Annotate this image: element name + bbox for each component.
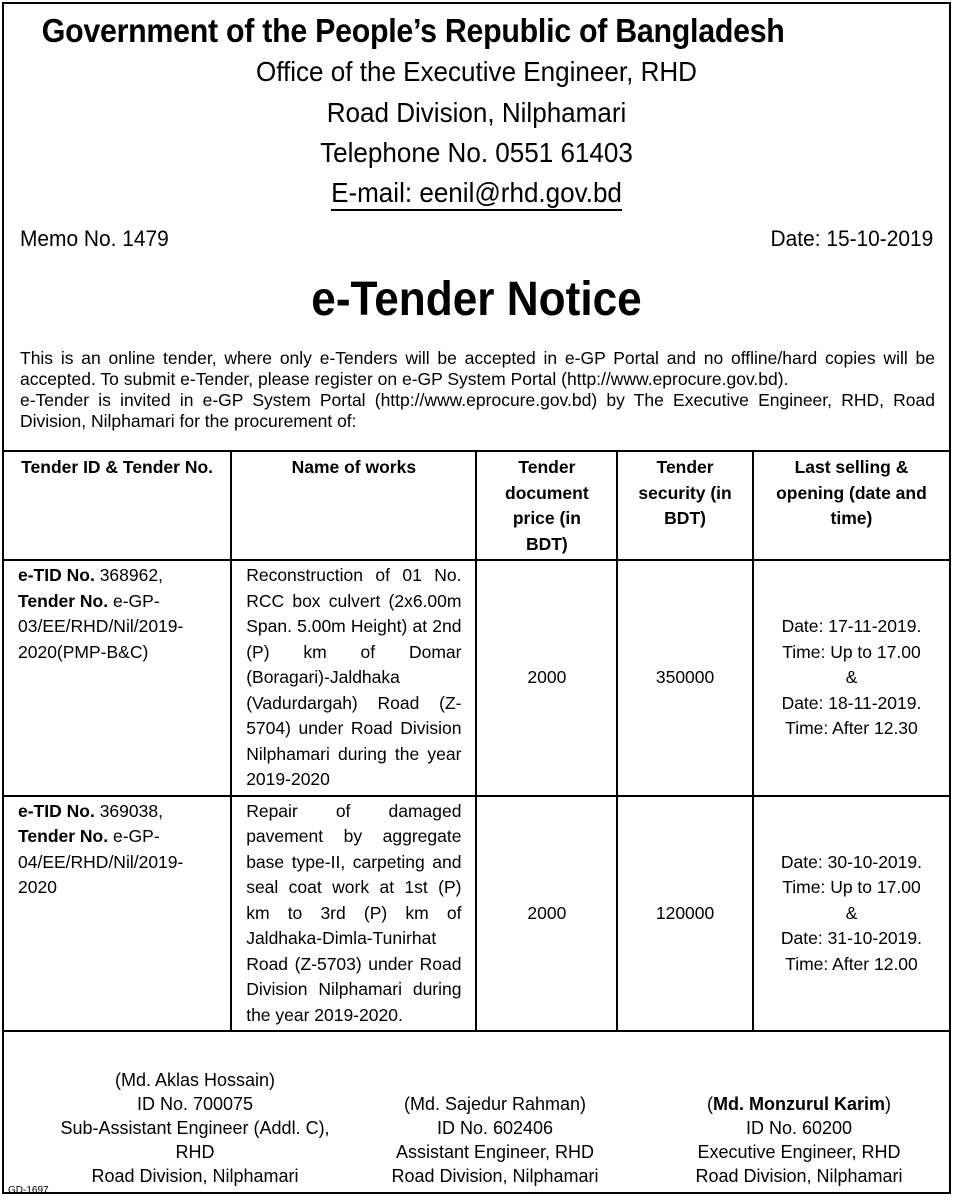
header-name-of-works: Name of works [231, 451, 476, 560]
tender-id-cell [3, 796, 231, 1032]
selling-time: Time: Up to 17.00 [782, 877, 921, 897]
document-price-cell: 2000 [476, 560, 617, 796]
tid-value: 369038, [99, 800, 163, 821]
ampersand: & [845, 902, 858, 923]
signatory-designation: Executive Engineer, RHD [697, 1142, 901, 1162]
footer-code: GD-1697 [8, 1185, 49, 1196]
selling-date: Date: 30-10-2019. [780, 851, 922, 872]
memo-number: Memo No. 1479 [20, 226, 169, 251]
tender-security-cell: 350000 [617, 560, 753, 796]
tid-label: e-TID No. [18, 800, 95, 821]
table-header-row [3, 451, 950, 560]
notice-date: Date: 15-10-2019 [770, 226, 933, 251]
header-tender-security: Tender security (in BDT) [617, 451, 753, 560]
telephone: Telephone No. 0551 61403 [320, 137, 633, 168]
signatory-id: ID No. 60200 [745, 1118, 853, 1138]
signatory-office: Road Division, Nilphamari [391, 1166, 599, 1186]
signatory-name: (Md. Sajedur Rahman) [403, 1094, 587, 1114]
signatory-designation: Assistant Engineer, RHD [395, 1142, 595, 1162]
intro-paragraph-2: e-Tender is invited in e-GP System Portal (http://www.eprocure.gov.bd) by The Executive Engineer, RHD, Road Division, Nilphamari for the procurement of: [20, 390, 935, 431]
signatory-id: ID No. 700075 [136, 1094, 254, 1114]
tender-no-value: e-GP-03/EE/RHD/Nil/2019-2020(PMP-B&C) [18, 590, 184, 662]
intro-text [20, 348, 935, 432]
tender-security-cell: 120000 [617, 796, 753, 1032]
works-cell: Repair of damaged pavement by aggregate base type-II, carpeting and seal coat work at 1st (P) km to 3rd (P) km of Jaldhaka-Dimla-Tunirhat Road (Z-5703) under Road Division Nilphamari during the year 2019-2020. [231, 796, 476, 1032]
intro-paragraph-1: This is an online tender, where only e-Tenders will be accepted in e-GP Portal and no offline/hard copies will be accepted. To submit e-Tender, please register on e-GP System Portal (http://www.eprocure.gov.bd). [20, 348, 935, 389]
signatory-org: RHD [175, 1142, 215, 1162]
opening-time: Time: After 12.00 [785, 953, 918, 974]
opening-date: Date: 31-10-2019. [780, 928, 922, 948]
signatory-office: Road Division, Nilphamari [91, 1166, 299, 1186]
office-name: Office of the Executive Engineer, RHD [256, 56, 697, 87]
tender-no-value: e-GP-04/EE/RHD/Nil/2019-2020 [18, 826, 184, 897]
opening-time: Time: After 12.30 [785, 718, 918, 738]
opening-date: Date: 18-11-2019. [781, 692, 922, 713]
works-cell: Reconstruction of 01 No. RCC box culvert (2x6.00m Span. 5.00m Height) at 2nd (P) km of Domar (Boragari)-Jaldhaka (Vadurdargah) Road (Z-5704) under Road Division Nilphamari during the year 2019-2020 [231, 560, 476, 796]
header-selling-opening: Last selling & opening (date and time) [753, 451, 950, 560]
tender-no-label: Tender No. [18, 590, 109, 611]
selling-date: Date: 17-11-2019. [781, 616, 922, 636]
tender-id-cell [3, 560, 231, 796]
table-row [3, 796, 950, 1032]
signatory-name: (Md. Aklas Hossain) [114, 1070, 276, 1090]
schedule-cell [753, 796, 950, 1032]
document-price-cell: 2000 [476, 796, 617, 1032]
notice-title: e-Tender Notice [311, 273, 642, 326]
signatory-assistant-engineer [370, 1092, 620, 1188]
signatory-office: Road Division, Nilphamari [695, 1166, 903, 1186]
email-line [37, 177, 916, 211]
signatory-designation: Sub-Assistant Engineer (Addl. C), [60, 1118, 330, 1138]
division-name: Road Division, Nilphamari [326, 97, 627, 128]
tender-notice-page [2, 2, 951, 1194]
email-label: E-mail: [331, 177, 413, 208]
schedule-cell [753, 560, 950, 796]
ampersand: & [845, 667, 858, 687]
tid-value: 368962, [99, 565, 163, 585]
header-document-price: Tender document price (in BDT) [476, 451, 617, 560]
signatory-name: (Md. Monzurul Karim) [707, 1094, 891, 1114]
tid-label: e-TID No. [18, 565, 95, 585]
email-address[interactable]: eenil@rhd.gov.bd [419, 177, 622, 208]
table-row [3, 560, 950, 796]
tender-table [2, 450, 951, 1032]
signatory-id: ID No. 602406 [436, 1118, 554, 1138]
signatory-executive-engineer [664, 1092, 934, 1188]
header-tender-id: Tender ID & Tender No. [3, 451, 231, 560]
signatory-sub-assistant-engineer [30, 1068, 360, 1188]
tender-no-label: Tender No. [18, 826, 109, 846]
selling-time: Time: Up to 17.00 [782, 641, 921, 662]
government-heading: Government of the People’s Republic of Bangladesh [41, 12, 785, 49]
